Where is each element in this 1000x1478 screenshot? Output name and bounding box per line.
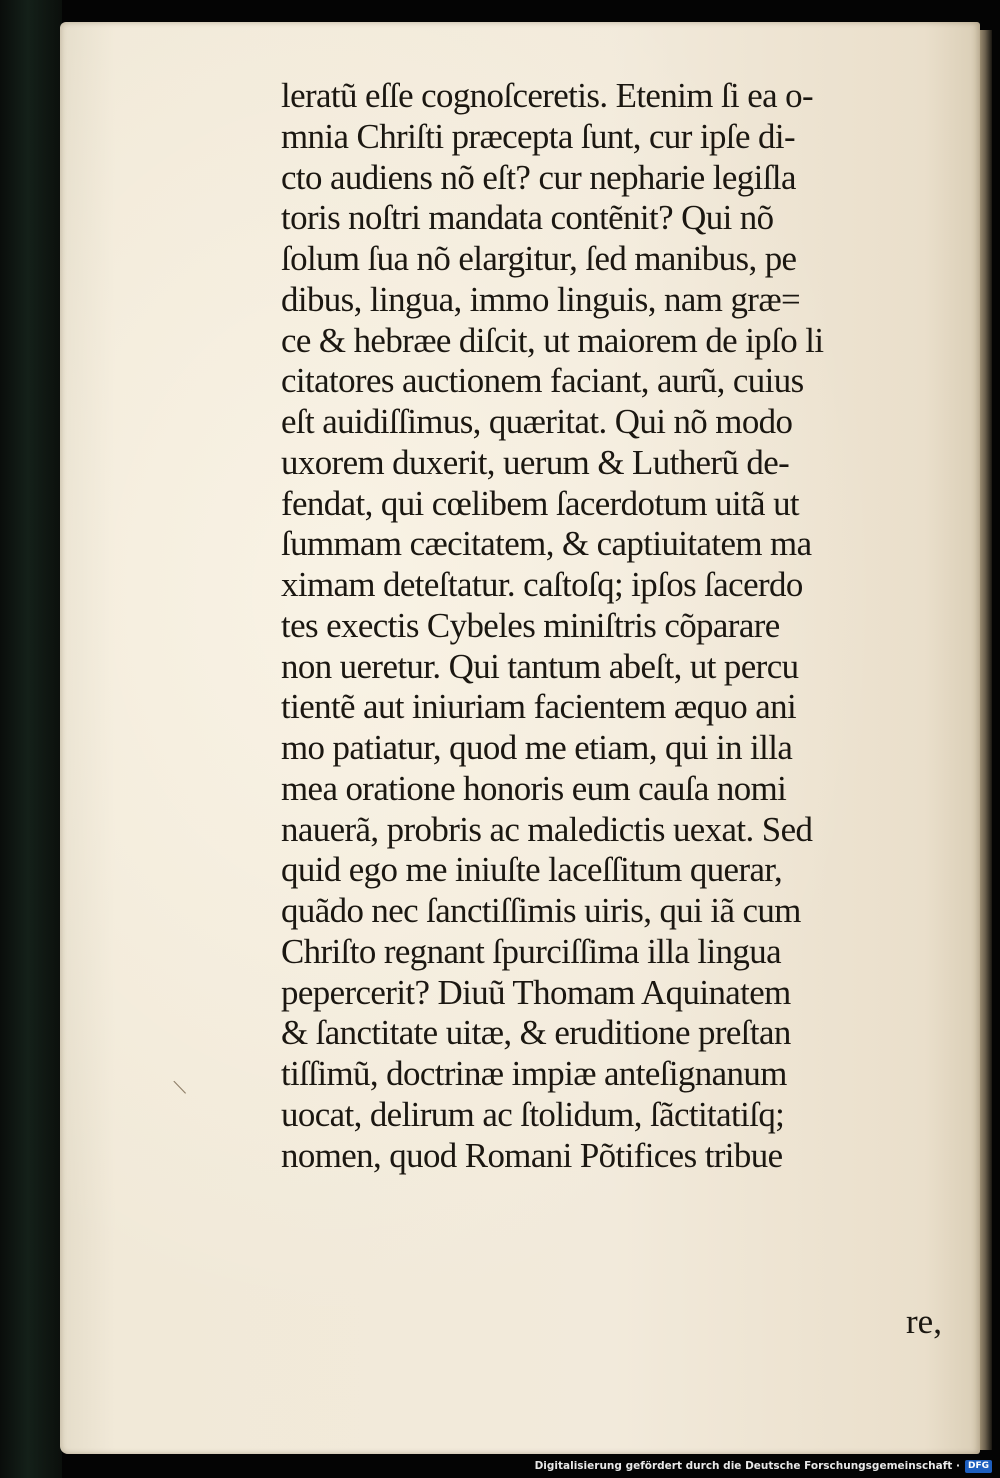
text-line: mo patiatur, quod me etiam, qui in illa xyxy=(281,728,793,767)
text-line: tientẽ aut iniuriam facientem æquo ani xyxy=(281,687,797,727)
text-line: nomen, quod Romani Põtifices tribue xyxy=(281,1135,783,1175)
text-line: ximam deteſtatur. caſtoſq; ipſos ſacerdo xyxy=(281,565,803,604)
text-line: uocat, delirum ac ſtolidum, ſãctitatiſq; xyxy=(281,1094,785,1134)
text-line: non ueretur. Qui tantum abeſt, ut percu xyxy=(281,646,799,686)
text-line: nauerã, probris ac maledictis uexat. Sed xyxy=(281,809,813,849)
text-line: citatores auctionem faciant, aurũ, cuius xyxy=(281,361,804,401)
text-line: mea oratione honoris eum cauſa nomi xyxy=(281,768,787,808)
text-line: uxorem duxerit, uerum & Lutherũ de- xyxy=(281,442,790,482)
text-line: leratũ eſſe cognoſceretis. Etenim ſi ea o- xyxy=(281,76,814,115)
digitization-credit xyxy=(535,1456,992,1476)
text-line: quid ego me iniuſte laceſſitum querar, xyxy=(281,850,783,890)
dfg-logo: DFG xyxy=(965,1460,992,1473)
text-line: eſt auidiſſimus, quæritat. Qui nõ modo xyxy=(281,402,793,441)
text-line: mnia Chriſti præcepta ſunt, cur ipſe di- xyxy=(281,116,795,156)
text-line: pepercerit? Diuũ Thomam Aquinatem xyxy=(281,972,791,1012)
scan-background-left xyxy=(0,0,62,1478)
text-line: & ſanctitate uitæ, & eruditione preſtan xyxy=(281,1013,791,1053)
margin-ink-mark: \ xyxy=(171,1074,189,1102)
catchword: re, xyxy=(906,1302,942,1341)
text-line: Chriſto regnant ſpurciſſima illa lingua xyxy=(281,931,782,971)
text-line: toris noſtri mandata contẽnit? Qui nõ xyxy=(281,198,774,238)
page-text-block xyxy=(281,76,971,1176)
text-line: ce & hebræe diſcit, ut maiorem de ipſo li xyxy=(281,320,824,360)
text-line: quãdo nec ſanctiſſimis uiris, qui iã cum xyxy=(281,891,801,930)
text-line: ſolum ſua nõ elargitur, ſed manibus, pe xyxy=(281,239,797,278)
page-edge-shadow xyxy=(978,30,992,1450)
text-line: tes exectis Cybeles miniſtris cõparare xyxy=(281,605,780,645)
text-line: fendat, qui cœlibem ſacerdotum uitã ut xyxy=(281,483,800,523)
text-line: cto audiens nõ eſt? cur nepharie legiſla xyxy=(281,157,796,197)
text-line: dibus, lingua, immo linguis, nam græ= xyxy=(281,279,801,319)
text-line: tiſſimũ, doctrinæ impiæ anteſignanum xyxy=(281,1054,787,1093)
credit-text: Digitalisierung gefördert durch die Deutsche Forschungsgemeinschaft · xyxy=(534,1460,960,1472)
text-line: ſummam cæcitatem, & captiuitatem ma xyxy=(281,524,812,564)
